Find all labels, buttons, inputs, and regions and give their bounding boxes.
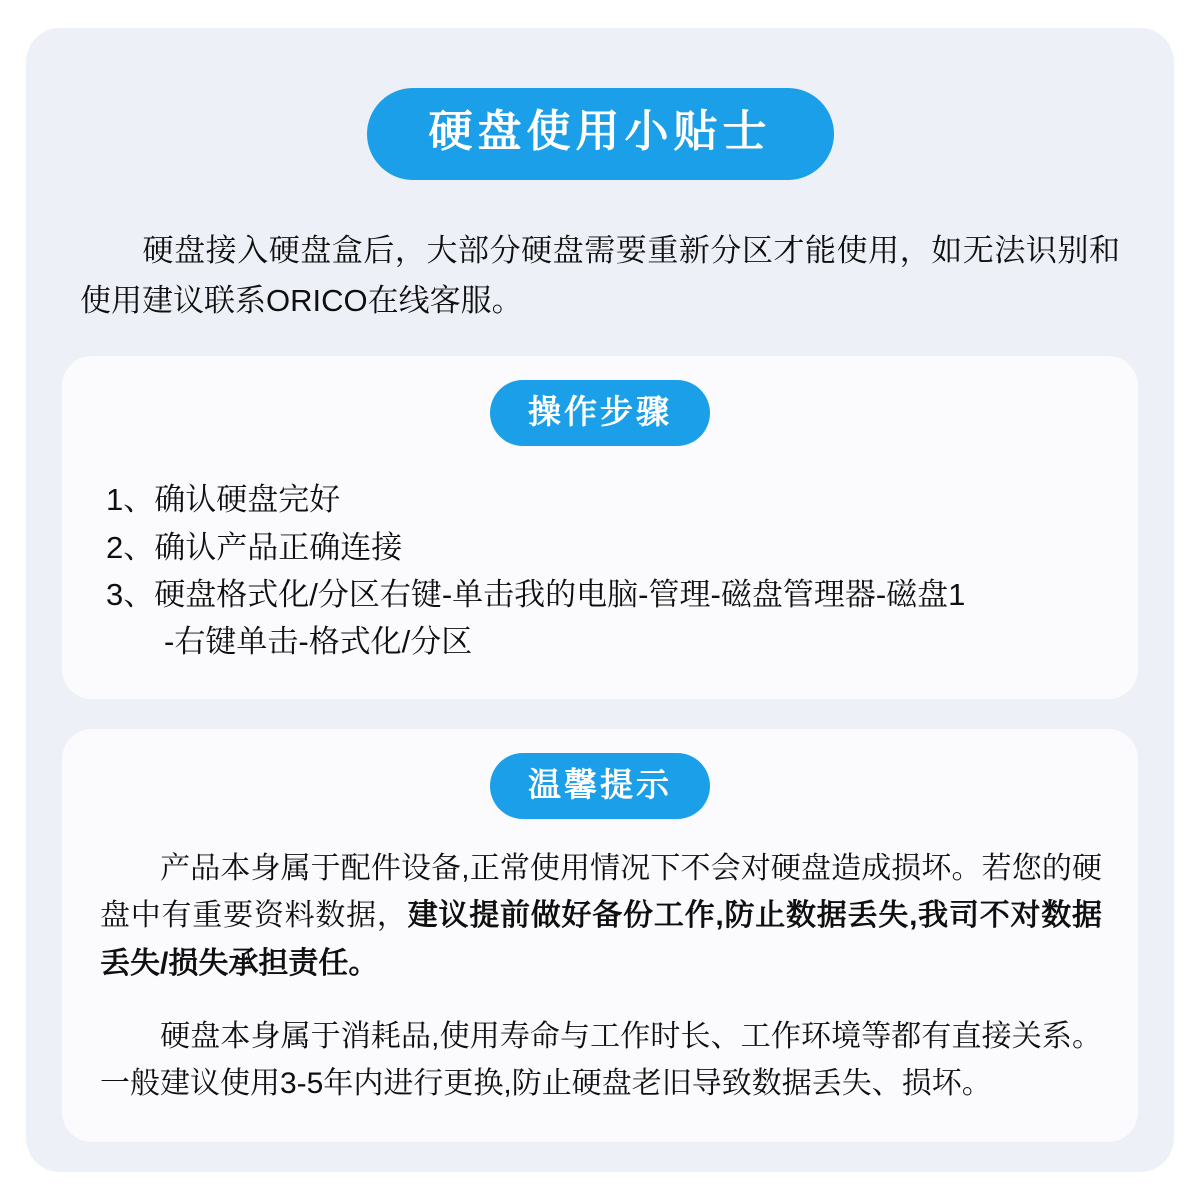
list-item-continuation: -右键单击-格式化/分区 xyxy=(164,623,473,659)
tips-paragraph-2 xyxy=(100,1013,1102,1108)
tips-paragraph-2-text: 硬盘本身属于消耗品,使用寿命与工作时长、工作环境等都有直接关系。一般建议使用3-5年内进行更换,防止硬盘老旧导致数据丢失、损坏。 xyxy=(100,1020,1102,1101)
tips-paragraph-1 xyxy=(100,845,1102,987)
steps-section-title: 操作步骤 xyxy=(490,380,710,446)
list-item: 3、硬盘格式化/分区右键-单击我的电脑-管理-磁盘管理器-磁盘1 xyxy=(106,576,966,612)
list-item: 1、确认硬盘完好 xyxy=(106,482,341,518)
tips-card-header xyxy=(92,753,1108,819)
intro-text: 硬盘接入硬盘盒后，大部分硬盘需要重新分区才能使用，如无法识别和使用建议联系ORICO在线客服。 xyxy=(80,233,1120,319)
intro-paragraph xyxy=(80,226,1120,326)
paragraph-spacer xyxy=(100,1001,1102,1013)
tips-section-title: 温馨提示 xyxy=(490,753,710,819)
header xyxy=(62,88,1138,180)
steps-card-header xyxy=(92,380,1108,446)
steps-card xyxy=(62,356,1138,698)
content-panel xyxy=(26,28,1174,1172)
page-title: 硬盘使用小贴士 xyxy=(367,88,834,180)
tips-body xyxy=(100,845,1102,1108)
tips-paragraph-1-text: 产品本身属于配件设备,正常使用情况下不会对硬盘造成损坏。若您的硬盘中有重要资料数据， xyxy=(100,851,1102,933)
list-item: 2、确认产品正确连接 xyxy=(106,529,403,565)
steps-list xyxy=(106,476,1104,664)
tips-card xyxy=(62,729,1138,1142)
tips-paragraph-1-emphasis: 建议提前做好备份工作,防止数据丢失,我司不对数据丢失/损失承担责任。 xyxy=(100,899,1103,980)
